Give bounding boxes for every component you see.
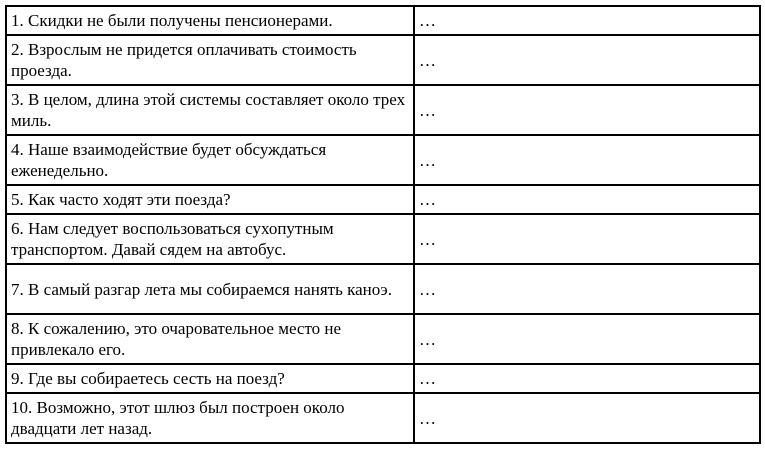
sentence-cell: 10. Возможно, этот шлюз был построен около двадцати лет назад. (6, 393, 414, 443)
sentence-cell: 3. В целом, длина этой системы составляет около трех миль. (6, 85, 414, 135)
answer-cell[interactable]: … (414, 35, 760, 85)
table-row (6, 364, 760, 393)
answer-cell[interactable]: … (414, 264, 760, 314)
sentence-cell: 2. Взрослым не придется оплачивать стоимость проезда. (6, 35, 414, 85)
sentence-cell: 9. Где вы собираетесь сесть на поезд? (6, 364, 414, 393)
table-row (6, 85, 760, 135)
sentence-cell: 8. К сожалению, это очаровательное место не привлекало его. (6, 314, 414, 364)
sentence-cell: 1. Скидки не были получены пенсионерами. (6, 6, 414, 35)
sentence-cell: 5. Как часто ходят эти поезда? (6, 185, 414, 214)
table-row (6, 35, 760, 85)
exercise-table-container (5, 5, 761, 444)
table-row (6, 214, 760, 264)
answer-cell[interactable]: … (414, 85, 760, 135)
table-row (6, 264, 760, 314)
table-row (6, 393, 760, 443)
answer-cell[interactable]: … (414, 185, 760, 214)
answer-cell[interactable]: … (414, 393, 760, 443)
answer-cell[interactable]: … (414, 135, 760, 185)
answer-cell[interactable]: … (414, 214, 760, 264)
answer-cell[interactable]: … (414, 6, 760, 35)
table-row (6, 185, 760, 214)
table-row (6, 135, 760, 185)
answer-cell[interactable]: … (414, 314, 760, 364)
table-row (6, 314, 760, 364)
sentence-cell: 6. Нам следует воспользоваться сухопутным транспортом. Давай сядем на автобус. (6, 214, 414, 264)
sentence-cell: 7. В самый разгар лета мы собираемся нанять каноэ. (6, 264, 414, 314)
answer-cell[interactable]: … (414, 364, 760, 393)
exercise-table (5, 5, 761, 444)
table-row (6, 6, 760, 35)
sentence-cell: 4. Наше взаимодействие будет обсуждаться еженедельно. (6, 135, 414, 185)
